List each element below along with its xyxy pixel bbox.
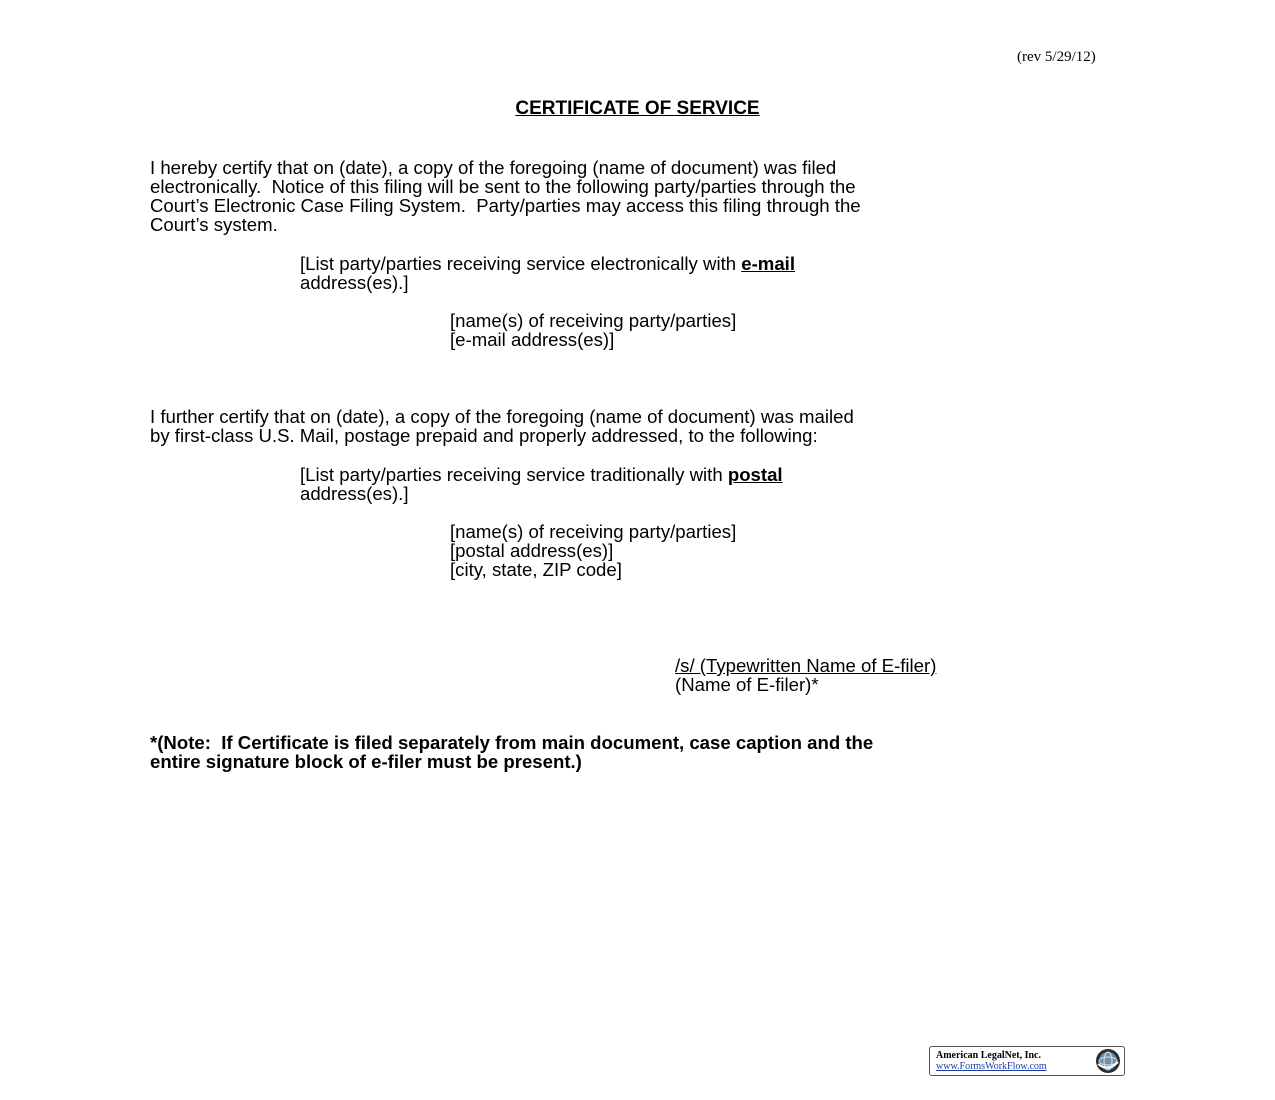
instruction-text: address(es).] (300, 272, 409, 293)
paragraph-line: Court’s Electronic Case Filing System. Party/parties may access this filing through the (150, 195, 861, 216)
electronic-recipients (450, 311, 1050, 349)
instruction-text: [List party/parties receiving service electronically with (300, 253, 742, 274)
revision-date: (rev 5/29/12) (1017, 49, 1096, 65)
paragraph-line: I further certify that on (date), a copy of the foregoing (name of document) was mailed (150, 406, 854, 427)
footer-logo[interactable] (929, 1046, 1125, 1076)
logo-url-link[interactable]: www.FormsWorkFlow.com (936, 1061, 1047, 1072)
recipient-line: [name(s) of receiving party/parties] (450, 310, 737, 331)
electronic-service-paragraph (150, 158, 1130, 234)
electronic-instruction (300, 254, 1000, 292)
postal-keyword: postal (727, 464, 783, 485)
logo-company-name: American LegalNet, Inc. (936, 1050, 1041, 1061)
mail-instruction (300, 465, 1000, 503)
paragraph-line: Court’s system. (150, 214, 278, 235)
instruction-text: [List party/parties receiving service traditionally with (300, 464, 728, 485)
signer-name: (Name of E-filer)* (675, 674, 819, 695)
page-title: CERTIFICATE OF SERVICE (515, 98, 760, 119)
mail-service-paragraph (150, 407, 1130, 445)
note-line: *(Note: If Certificate is filed separately from main document, case caption and the (150, 732, 874, 753)
globe-logo-icon (1095, 1048, 1121, 1074)
recipient-line: [city, state, ZIP code] (450, 559, 622, 580)
paragraph-line: by first-class U.S. Mail, postage prepaid and properly addressed, to the following: (150, 425, 818, 446)
instruction-text: address(es).] (300, 483, 409, 504)
recipient-line: [postal address(es)] (450, 540, 614, 561)
email-keyword: e-mail (741, 253, 796, 274)
filing-note (150, 733, 1150, 771)
note-line: entire signature block of e-filer must be present.) (150, 751, 582, 772)
recipient-line: [name(s) of receiving party/parties] (450, 521, 737, 542)
paragraph-line: electronically. Notice of this filing will be sent to the following party/parties through the (150, 176, 856, 197)
paragraph-line: I hereby certify that on (date), a copy of the foregoing (name of document) was filed (150, 157, 837, 178)
mail-recipients (450, 522, 1050, 579)
signature-block (675, 656, 1095, 694)
recipient-line: [e-mail address(es)] (450, 329, 615, 350)
typed-signature: /s/ (Typewritten Name of E-filer) (675, 655, 937, 676)
